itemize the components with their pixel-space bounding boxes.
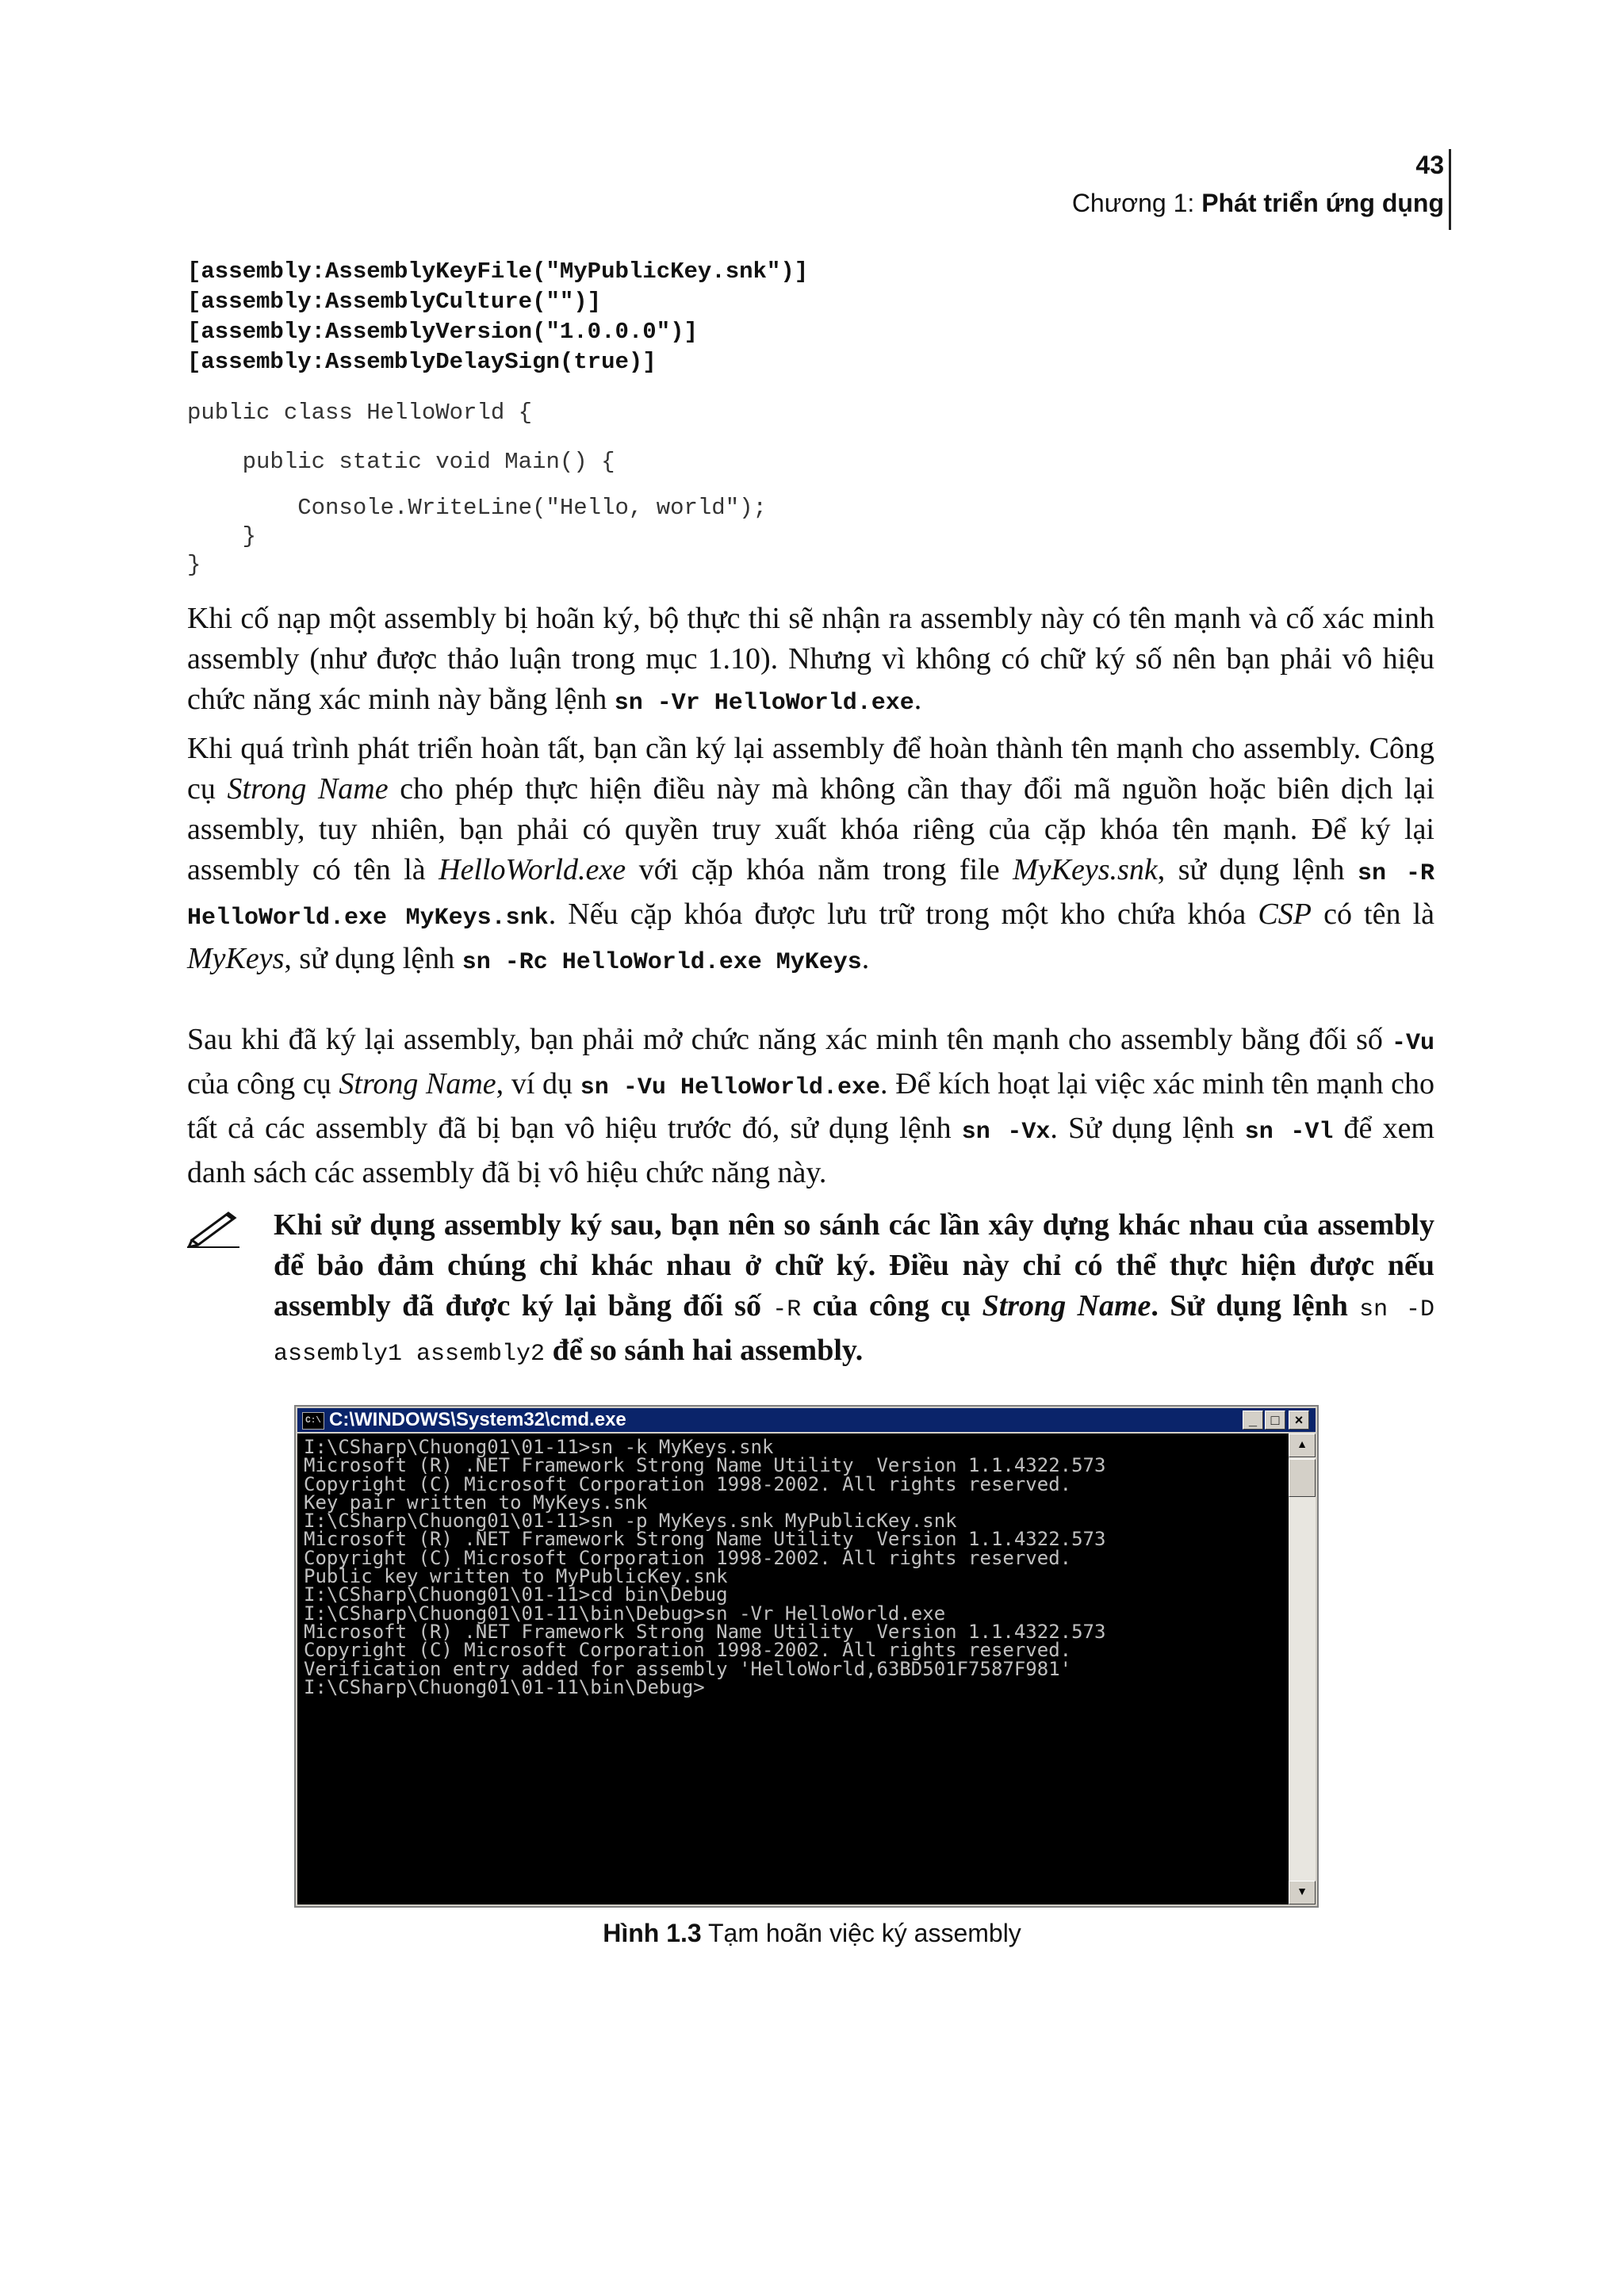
- italic-term: Strong Name: [227, 772, 389, 806]
- code-attribute-line: [assembly:AssemblyDelaySign(true)]: [187, 349, 657, 375]
- scroll-up-arrow-icon[interactable]: ▲: [1289, 1434, 1316, 1457]
- note-block: [274, 1205, 1434, 1375]
- page-number: 43: [1415, 151, 1444, 179]
- italic-term: CSP: [1258, 898, 1312, 931]
- console-line: I:\CSharp\Chuong01\01-11>sn -p MyKeys.snk MyPublicKey.snk: [304, 1510, 957, 1533]
- console-line: Copyright (C) Microsoft Corporation 1998-2002. All rights reserved.: [304, 1639, 1072, 1662]
- console-line: Key pair written to MyKeys.snk: [304, 1491, 648, 1514]
- figure-caption-text: Tạm hoãn việc ký assembly: [701, 1919, 1021, 1947]
- note-text: . Sử dụng lệnh: [1151, 1289, 1360, 1323]
- close-button[interactable]: ×: [1289, 1411, 1309, 1430]
- paragraph-text: của công cụ: [187, 1067, 339, 1101]
- inline-command: sn -Vx: [961, 1119, 1051, 1146]
- inline-command: sn -D assembly1 assembly2: [274, 1296, 1435, 1368]
- paragraph-text: Khi quá trình phát triển hoàn tất, bạn cần ký lại assembly để hoàn thành tên mạnh cho assembly. Công cụ: [187, 732, 1434, 806]
- scroll-thumb[interactable]: [1289, 1459, 1316, 1497]
- note-text: của công cụ: [801, 1289, 982, 1323]
- scroll-down-arrow-icon[interactable]: ▼: [1289, 1881, 1316, 1904]
- paragraph-text: , sử dụng lệnh: [284, 942, 462, 975]
- note-text: để so sánh hai assembly.: [545, 1334, 864, 1367]
- paragraph-text: , sử dụng lệnh: [1157, 853, 1358, 886]
- inline-command: sn -Vl: [1244, 1119, 1334, 1146]
- paragraph-text: . Nếu cặp khóa được lưu trữ trong một kho chứa khóa: [548, 898, 1258, 931]
- code-method-open: public static void Main() {: [187, 449, 615, 475]
- console-title: C:\WINDOWS\System32\cmd.exe: [329, 1409, 626, 1430]
- console-line: I:\CSharp\Chuong01\01-11\bin\Debug>sn -Vr HelloWorld.exe: [304, 1602, 946, 1625]
- console-line: I:\CSharp\Chuong01\01-11>sn -k MyKeys.snk: [304, 1436, 774, 1458]
- code-attribute-line: [assembly:AssemblyCulture("")]: [187, 289, 602, 315]
- paragraph-text: có tên là: [1311, 898, 1434, 931]
- inline-command: -Vu: [1391, 1030, 1434, 1057]
- console-line: Verification entry added for assembly 'HelloWorld,63BD501F7587F981': [304, 1657, 1072, 1680]
- paragraph-text: với cặp khóa nằm trong file: [626, 853, 1013, 886]
- console-title-bar[interactable]: [297, 1408, 1316, 1432]
- note-pencil-icon: [187, 1208, 239, 1248]
- paragraph-text: . Để kích hoạt lại việc xác minh tên mạnh cho tất cả các assembly đã bị bạn vô hiệu trước đó, sử dụng lệnh: [187, 1067, 1435, 1145]
- paragraph-1: [187, 599, 1434, 724]
- console-window: [294, 1405, 1319, 1908]
- minimize-button[interactable]: _: [1243, 1411, 1263, 1430]
- figure-label: Hình 1.3: [603, 1919, 702, 1947]
- console-line: Microsoft (R) .NET Framework Strong Name Utility Version 1.1.4322.573: [304, 1454, 1106, 1477]
- italic-term: Strong Name: [982, 1289, 1151, 1323]
- italic-term: MyKeys.snk: [1013, 853, 1158, 886]
- note-text: Khi sử dụng assembly ký sau, bạn nên so sánh các lần xây dựng khác nhau của assembly để bảo đảm chúng chỉ khác nhau ở chữ ký. Điều này chỉ có thể thực hiện được nếu assembly đã được ký lại bằng đối số: [274, 1208, 1434, 1323]
- console-line: Microsoft (R) .NET Framework Strong Name Utility Version 1.1.4322.573: [304, 1528, 1106, 1551]
- figure-caption: [0, 1919, 1624, 1948]
- code-attribute-line: [assembly:AssemblyVersion("1.0.0.0")]: [187, 319, 698, 345]
- console-app-icon: C:\: [302, 1412, 324, 1430]
- maximize-button[interactable]: □: [1265, 1411, 1285, 1430]
- console-line: I:\CSharp\Chuong01\01-11\bin\Debug>: [304, 1675, 705, 1698]
- paragraph-text: Khi cố nạp một assembly bị hoãn ký, bộ thực thi sẽ nhận ra assembly này có tên mạnh và cố xác minh assembly (như được thảo luận trong mục 1.10). Nhưng vì không có chữ ký số nên bạn phải vô hiệu chức năng xác minh này bằng lệnh: [187, 602, 1434, 716]
- inline-command: sn -Rc HelloWorld.exe MyKeys: [462, 949, 862, 976]
- code-class-open: public class HelloWorld {: [187, 400, 533, 426]
- code-statement: Console.WriteLine("Hello, world");: [187, 495, 767, 521]
- paragraph-text: .: [914, 683, 922, 716]
- code-method-close: }: [187, 523, 257, 549]
- console-scrollbar[interactable]: [1289, 1434, 1316, 1904]
- inline-command: sn -Vu HelloWorld.exe: [580, 1074, 881, 1101]
- console-output[interactable]: [297, 1434, 1289, 1904]
- inline-command: sn -Vr HelloWorld.exe: [614, 690, 914, 717]
- paragraph-text: cho phép thực hiện điều này mà không cần thay đổi mã nguồn hoặc biên dịch lại assembly, tuy nhiên, bạn phải có quyền truy xuất khóa riêng của cặp khóa tên mạnh. Để ký lại assembly có tên là: [187, 772, 1434, 886]
- paragraph-text: . Sử dụng lệnh: [1050, 1112, 1245, 1145]
- inline-command: -R: [772, 1296, 802, 1323]
- paragraph-2: [187, 729, 1434, 983]
- italic-term: HelloWorld.exe: [439, 853, 626, 886]
- paragraph-text: , ví dụ: [496, 1067, 580, 1101]
- inline-command: sn -R HelloWorld.exe MyKeys.snk: [187, 860, 1435, 932]
- code-attribute-line: [assembly:AssemblyKeyFile("MyPublicKey.snk")]: [187, 258, 809, 285]
- paragraph-text: để xem danh sách các assembly đã bị vô hiệu chức năng này.: [187, 1112, 1434, 1189]
- console-line: Microsoft (R) .NET Framework Strong Name Utility Version 1.1.4322.573: [304, 1620, 1106, 1643]
- chapter-heading: [1072, 186, 1444, 220]
- paragraph-text: Sau khi đã ký lại assembly, bạn phải mở chức năng xác minh tên mạnh cho assembly bằng đối số: [187, 1023, 1392, 1056]
- header-rule: [1449, 149, 1451, 230]
- console-line: Copyright (C) Microsoft Corporation 1998-2002. All rights reserved.: [304, 1546, 1072, 1569]
- code-class-close: }: [187, 552, 201, 578]
- paragraph-text: .: [861, 942, 870, 975]
- page-header: [1072, 149, 1444, 220]
- console-line: Public key written to MyPublicKey.snk: [304, 1565, 728, 1588]
- chapter-title: Phát triển ứng dụng: [1201, 189, 1444, 217]
- chapter-prefix: Chương 1:: [1071, 189, 1202, 217]
- console-line: Copyright (C) Microsoft Corporation 1998-2002. All rights reserved.: [304, 1472, 1072, 1495]
- code-block: [187, 257, 808, 580]
- console-line: I:\CSharp\Chuong01\01-11>cd bin\Debug: [304, 1583, 728, 1606]
- italic-term: Strong Name: [339, 1067, 496, 1101]
- italic-term: MyKeys: [187, 942, 285, 975]
- paragraph-3: [187, 1020, 1434, 1193]
